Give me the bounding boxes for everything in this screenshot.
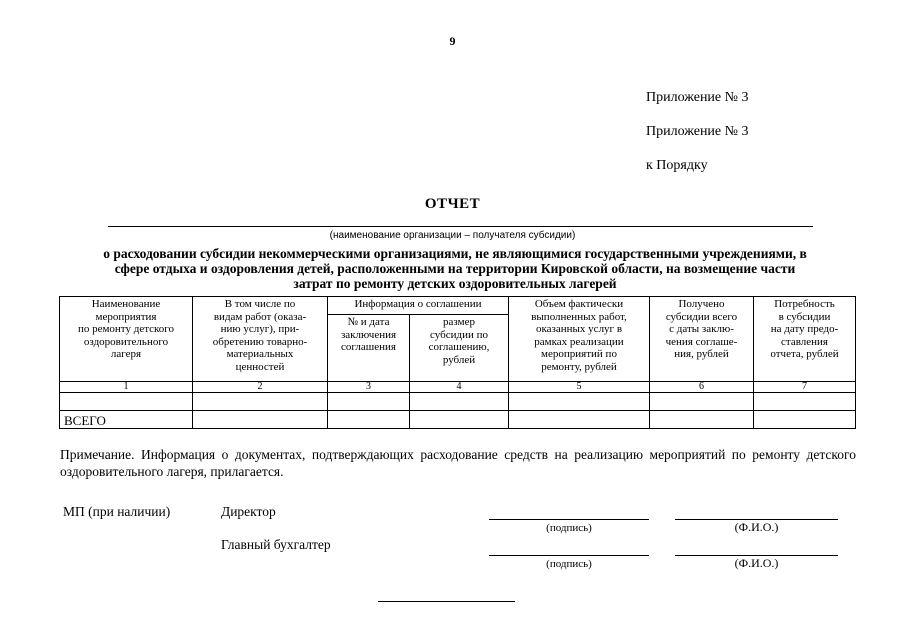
header-text-line: оказанных услуг в — [535, 323, 623, 335]
report-table — [59, 296, 856, 429]
table-cell — [754, 411, 856, 429]
organization-name-line — [108, 226, 813, 227]
header-text-line: выполненных работ, — [531, 310, 627, 323]
report-subtitle — [60, 246, 850, 291]
appendix-label-2: Приложение № 3 — [646, 124, 749, 139]
header-text-line: субсидии всего — [665, 310, 738, 323]
chief-accountant-label: Главный бухгалтер — [221, 537, 331, 552]
header-text-line: Объем фактически — [534, 298, 624, 310]
column-number-2: 2 — [193, 382, 328, 393]
director-signature-caption: (подпись) — [546, 522, 592, 534]
table-cell — [410, 411, 509, 429]
table-cell — [60, 393, 193, 411]
header-text-line: мероприятия — [95, 310, 157, 323]
header-text-line: Наименование — [91, 298, 161, 310]
header-text-line: субсидии по — [430, 328, 488, 341]
table-cell — [193, 393, 328, 411]
header-text-line: ния, рублей — [674, 348, 729, 360]
header-text-line: заключения — [340, 328, 397, 341]
header-work-types — [193, 297, 328, 382]
header-text-line: мероприятий по — [541, 348, 617, 360]
header-text-line: Потребность — [774, 298, 835, 310]
page-number: 9 — [449, 34, 456, 48]
header-text-line: рамках реализации — [534, 335, 624, 348]
header-text-line: видам работ (оказа- — [213, 310, 307, 323]
table-cell — [410, 393, 509, 411]
header-text-line: соглашению, — [428, 341, 490, 353]
table-cell — [328, 411, 410, 429]
header-text-line: в субсидии — [778, 310, 831, 323]
column-number-6: 6 — [650, 382, 754, 393]
header-subsidy-received — [650, 297, 754, 382]
appendix-order-ref: к Порядку — [646, 158, 708, 173]
column-number-1: 1 — [60, 382, 193, 393]
table-cell — [650, 411, 754, 429]
header-text-line: на дату предо- — [770, 323, 839, 335]
director-name-caption: (Ф.И.О.) — [734, 520, 779, 534]
table-cell — [193, 411, 328, 429]
subtitle-line-1: о расходовании субсидии некоммерческими организациями, не являющимися государственными учреждениями, в — [103, 246, 807, 261]
column-number-3: 3 — [328, 382, 410, 393]
accountant-name-caption: (Ф.И.О.) — [734, 556, 779, 570]
header-text-line: ремонту, рублей — [541, 360, 617, 373]
accountant-signature-line — [489, 555, 649, 556]
document-title: ОТЧЕТ — [424, 196, 481, 212]
column-number-5: 5 — [509, 382, 650, 393]
closing-divider — [378, 601, 515, 602]
header-subsidy-amount — [410, 315, 509, 382]
header-subsidy-need — [754, 297, 856, 382]
stamp-label: МП (при наличии) — [63, 504, 171, 519]
header-actual-volume — [509, 297, 650, 382]
header-text-line: отчета, рублей — [770, 348, 839, 360]
table-cell — [509, 411, 650, 429]
table-cell — [328, 393, 410, 411]
director-signature-line — [489, 519, 649, 520]
header-text-line: ценностей — [235, 360, 285, 373]
header-text-line: В том числе по — [224, 298, 296, 310]
header-text-line: нию услуг), при- — [220, 323, 300, 335]
header-text-line: материальных — [226, 348, 294, 360]
subtitle-line-2: сфере отдыха и оздоровления детей, расположенными на территории Кировской области, на возмещение части — [114, 261, 796, 276]
header-text-line: обретению товарно- — [212, 335, 308, 348]
header-text-line: Получено — [678, 298, 725, 310]
director-label: Директор — [221, 504, 276, 519]
header-text-line: лагеря — [110, 348, 142, 360]
subtitle-line-3: затрат по ремонту детских оздоровительных лагерей — [293, 276, 617, 291]
table-cell — [509, 393, 650, 411]
note-text: Примечание. Информация о документах, подтверждающих расходование средств на реализацию мероприятий по ремонту детского оздоровительного лагеря, прилагается. — [60, 447, 856, 479]
header-activity-name — [60, 297, 193, 382]
header-text-line: размер — [443, 316, 475, 328]
header-text-line: с даты заклю- — [669, 323, 734, 335]
total-label: ВСЕГО — [60, 411, 193, 429]
header-text-line: соглашения — [341, 341, 396, 353]
organization-name-caption: (наименование организации – получателя субсидии) — [329, 230, 576, 241]
header-text-line: оздоровительного — [83, 335, 169, 348]
table-cell — [650, 393, 754, 411]
header-text-line: рублей — [442, 353, 476, 366]
table-row-total — [60, 411, 856, 429]
column-number-7: 7 — [754, 382, 856, 393]
table-cell — [754, 393, 856, 411]
accountant-signature-caption: (подпись) — [546, 558, 592, 570]
header-text-line: по ремонту детского — [77, 323, 175, 335]
header-agreement-number-date — [328, 315, 410, 382]
header-text-line: № и дата — [347, 316, 390, 328]
header-text-line: ставления — [781, 335, 828, 348]
table-row-empty — [60, 393, 856, 411]
appendix-label-1: Приложение № 3 — [646, 90, 749, 105]
column-number-4: 4 — [410, 382, 509, 393]
header-agreement-info: Информация о соглашении — [328, 297, 509, 315]
header-text-line: чения соглаше- — [665, 335, 738, 348]
